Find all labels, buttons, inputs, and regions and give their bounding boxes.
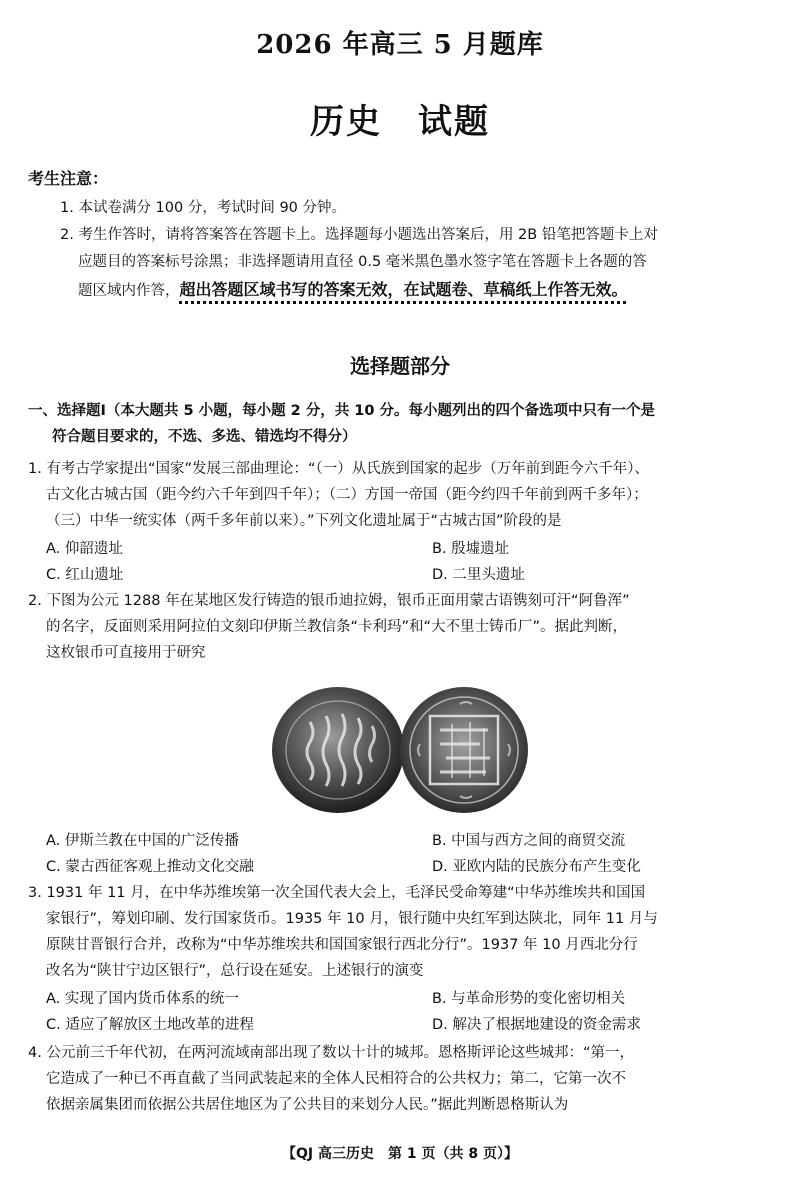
notice-item-2-line3-start: 题区域内作答，	[78, 283, 180, 299]
question-3	[28, 880, 780, 984]
notice-item-2-line1: 2. 考生作答时，请将答案答在答题卡上。选择题每小题选出答案后，用 2B 铅笔把答题卡上对	[60, 227, 658, 243]
notice-heading: 考生注意：	[28, 169, 109, 188]
section-instructions	[28, 398, 780, 450]
page-footer: 【QJ 高三历史 第 1 页（共 8 页）】	[282, 1146, 518, 1162]
question-2-line1: 2. 下图为公元 1288 年在某地区发行铸造的银币迪拉姆，银币正面用蒙古语镌刻可汗“阿鲁浑”	[28, 593, 630, 609]
question-2-option-c[interactable]: C. 蒙古西征客观上推动文化交融	[46, 859, 254, 875]
notice-item-2-line2: 应题目的答案标号涂黑；非选择题请用直径 0.5 毫米黑色墨水签字笔在答题卡上各题的答	[78, 254, 647, 270]
question-3-line1: 3. 1931 年 11 月，在中华苏维埃第一次全国代表大会上，毛泽民受命筹建“中华苏维埃共和国国	[28, 885, 646, 901]
question-2	[28, 588, 780, 666]
silver-coin-image	[270, 684, 530, 816]
question-3-option-d[interactable]: D. 解决了根据地建设的资金需求	[432, 1017, 641, 1033]
question-4-line2: 它造成了一种已不再直截了当同武装起来的全体人民相符合的公共权力；第二，它第一次不	[46, 1071, 626, 1087]
question-2-line3: 这枚银币可直接用于研究	[46, 645, 206, 661]
question-2-line2: 的名字，反面则采用阿拉伯文刻印伊斯兰教信条“卡利玛”和“大不里士铸币厂”。据此判断，	[46, 619, 628, 635]
question-1	[28, 456, 780, 534]
question-4-line3: 依据亲属集团而依据公共居住地区为了公共目的来划分人民。”据此判断恩格斯认为	[46, 1097, 569, 1113]
instructions-line1: 一、选择题Ⅰ（本大题共 5 小题，每小题 2 分，共 10 分。每小题列出的四个备选项中只有一个是	[28, 403, 656, 419]
question-3-option-c[interactable]: C. 适应了解放区土地改革的进程	[46, 1017, 254, 1033]
question-4	[28, 1040, 780, 1118]
exam-title: 2026 年高三 5 月题库	[256, 30, 544, 60]
question-1-option-b[interactable]: B. 殷墟遗址	[432, 541, 510, 557]
question-1-line2: 古文化古城古国（距今约六千年到四千年）；（二）方国一帝国（距今约四千年前到两千多年）；	[46, 487, 648, 503]
notice-item-2-line3	[60, 276, 780, 305]
question-2-option-a[interactable]: A. 伊斯兰教在中国的广泛传播	[46, 833, 239, 849]
question-2-option-d[interactable]: D. 亚欧内陆的民族分布产生变化	[432, 859, 641, 875]
question-1-option-c[interactable]: C. 红山遗址	[46, 567, 124, 583]
notice-emphasis: 超出答题区域书写的答案无效，在试题卷、草稿纸上作答无效。	[179, 280, 628, 299]
instructions-line2: 符合题目要求的，不选、多选、错选均不得分）	[52, 429, 357, 445]
coin-reverse	[400, 687, 528, 813]
question-1-line3: （三）中华一统实体（两千多年前以来）。”下列文化遗址属于“古城古国”阶段的是	[46, 513, 562, 529]
question-1-line1: 1. 有考古学家提出“国家”发展三部曲理论：“（一）从氏族到国家的起步（万年前到距今六千年）、	[28, 461, 649, 477]
coin-obverse	[272, 687, 404, 813]
exam-subject-title: 历史 试题	[310, 102, 490, 142]
question-4-line1: 4. 公元前三千年代初，在两河流域南部出现了数以十计的城邦。恩格斯评论这些城邦：“第一，	[28, 1045, 634, 1061]
notice-item-2	[60, 222, 780, 305]
notice-item-1: 1. 本试卷满分 100 分，考试时间 90 分钟。	[60, 200, 347, 216]
question-3-line2: 家银行”，筹划印刷、发行国家货币。1935 年 10 月，银行随中央红军到达陕北，同年 11 月与	[46, 911, 658, 927]
question-1-option-d[interactable]: D. 二里头遗址	[432, 567, 525, 583]
question-3-option-b[interactable]: B. 与革命形势的变化密切相关	[432, 991, 626, 1007]
question-3-option-a[interactable]: A. 实现了国内货币体系的统一	[46, 991, 239, 1007]
question-3-line4: 改名为“陕甘宁边区银行”，总行设在延安。上述银行的演变	[46, 963, 424, 979]
question-1-option-a[interactable]: A. 仰韶遗址	[46, 541, 123, 557]
question-3-line3: 原陕甘晋银行合并，改称为“中华苏维埃共和国国家银行西北分行”。1937 年 10 月西北分行	[46, 937, 638, 953]
section-title: 选择题部分	[350, 354, 450, 378]
question-2-option-b[interactable]: B. 中国与西方之间的商贸交流	[432, 833, 626, 849]
